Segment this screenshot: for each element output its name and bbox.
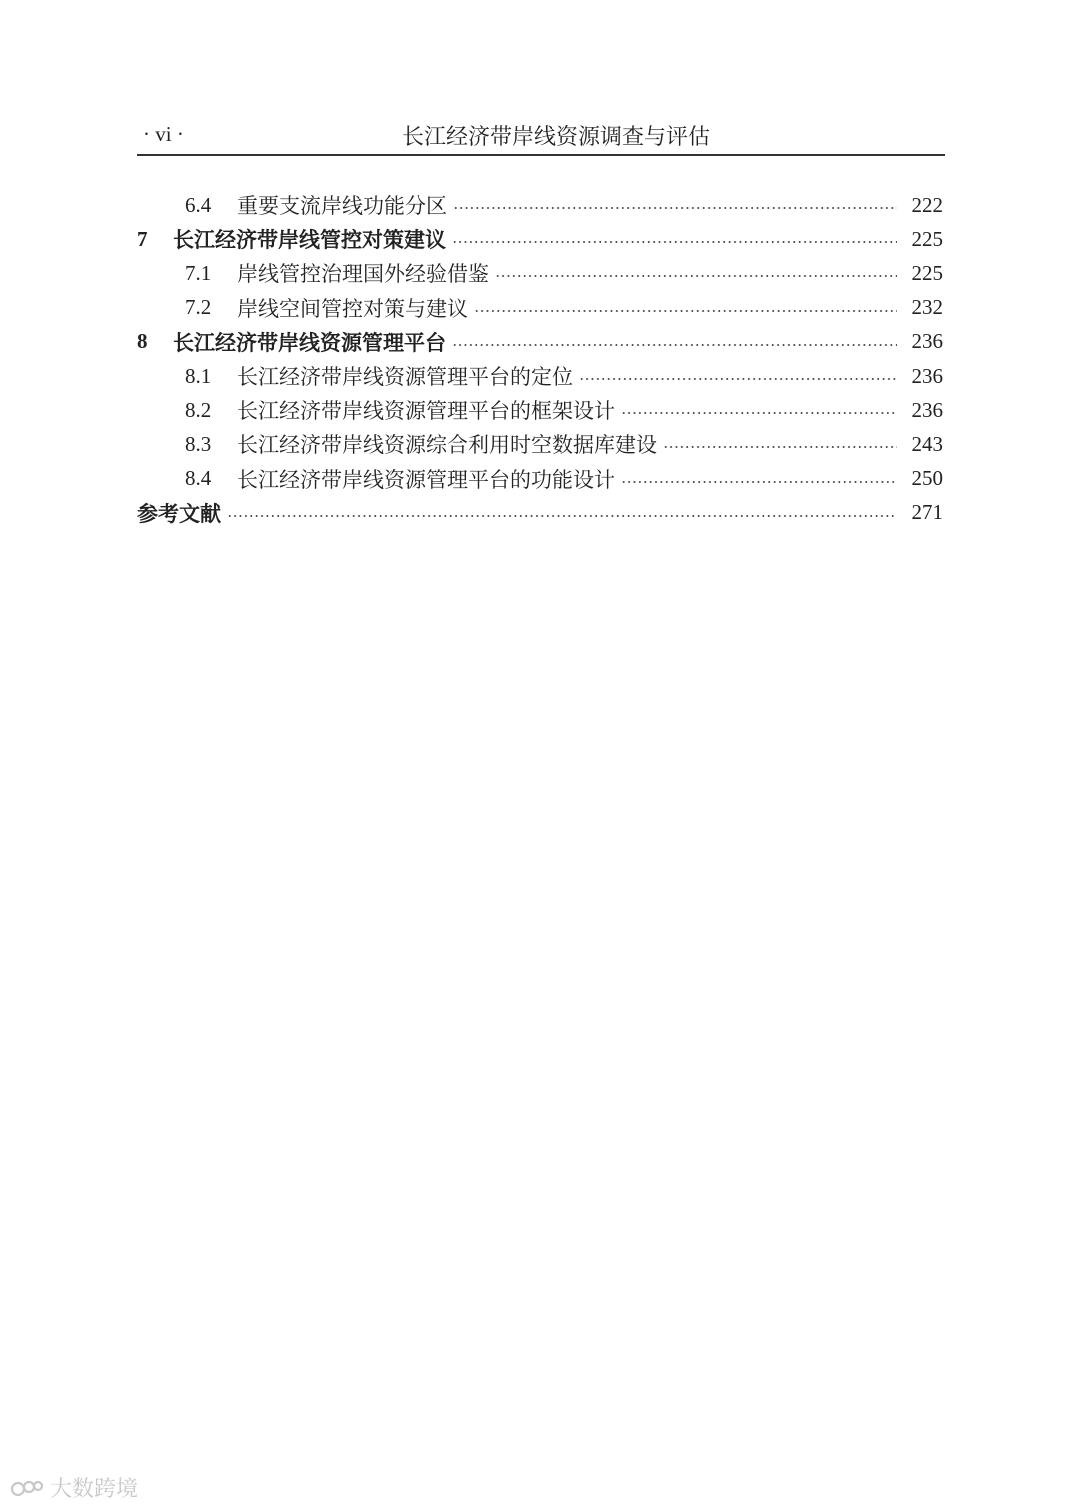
toc-chapter[interactable] bbox=[137, 222, 943, 256]
toc-entry-title: 岸线空间管控对策与建议 bbox=[237, 296, 468, 321]
toc-entry-page: 250 bbox=[911, 466, 943, 491]
dot-leader bbox=[621, 481, 897, 483]
dot-leader bbox=[453, 207, 897, 209]
dot-leader bbox=[452, 241, 897, 243]
toc-entry-number: 8.4 bbox=[185, 466, 212, 491]
toc-references-page: 271 bbox=[911, 500, 943, 525]
toc-chapter[interactable] bbox=[137, 325, 943, 359]
watermark bbox=[10, 1472, 138, 1503]
toc-chapter-number: 7 bbox=[137, 226, 148, 251]
dot-leader bbox=[227, 515, 897, 517]
toc-entry[interactable] bbox=[137, 393, 943, 427]
dot-leader bbox=[495, 275, 897, 277]
toc-entry-page: 236 bbox=[911, 363, 943, 388]
toc-entry-title: 重要支流岸线功能分区 bbox=[237, 194, 447, 219]
toc-entry-title: 长江经济带岸线资源管理平台的功能设计 bbox=[237, 467, 615, 492]
toc-chapter-page: 225 bbox=[911, 226, 943, 251]
toc-entry-page: 232 bbox=[911, 295, 943, 320]
toc-entry[interactable] bbox=[137, 256, 943, 290]
toc-chapter-page: 236 bbox=[911, 329, 943, 354]
toc-entry-number: 7.1 bbox=[185, 260, 212, 285]
dot-leader bbox=[579, 378, 897, 380]
toc-entry-title: 岸线管控治理国外经验借鉴 bbox=[237, 262, 489, 287]
toc-entry-number: 7.2 bbox=[185, 295, 212, 320]
dot-leader bbox=[452, 344, 897, 346]
watermark-text: 大数跨境 bbox=[50, 1477, 139, 1502]
toc-entry-title: 长江经济带岸线资源管理平台的框架设计 bbox=[237, 399, 615, 424]
toc-chapter-number: 8 bbox=[137, 329, 148, 354]
toc-entry-title: 长江经济带岸线资源管理平台的定位 bbox=[237, 365, 573, 390]
book-title: 长江经济带岸线资源调查与评估 bbox=[401, 125, 710, 150]
toc-entry-page: 243 bbox=[911, 431, 943, 456]
toc-entry[interactable] bbox=[137, 427, 943, 461]
page-number: · vi · bbox=[143, 122, 184, 146]
toc-references[interactable] bbox=[137, 496, 943, 530]
dot-leader bbox=[663, 446, 897, 448]
toc-entry-page: 236 bbox=[911, 397, 943, 422]
page-header bbox=[137, 118, 945, 156]
toc-chapter-title: 长江经济带岸线管控对策建议 bbox=[173, 227, 446, 253]
brand-logo-icon bbox=[10, 1477, 44, 1499]
toc-references-title: 参考文献 bbox=[137, 500, 221, 526]
dot-leader bbox=[621, 412, 897, 414]
toc-entry-number: 8.2 bbox=[185, 397, 212, 422]
toc-entry-title: 长江经济带岸线资源综合利用时空数据库建设 bbox=[237, 433, 657, 458]
toc-entry-number: 6.4 bbox=[185, 192, 212, 217]
dot-leader bbox=[474, 310, 897, 312]
toc-entry[interactable] bbox=[137, 291, 943, 325]
toc-entry[interactable] bbox=[137, 188, 943, 222]
toc-chapter-title: 长江经济带岸线资源管理平台 bbox=[173, 329, 446, 355]
toc-entry-number: 8.3 bbox=[185, 431, 212, 456]
toc-entry-number: 8.1 bbox=[185, 363, 212, 388]
toc-entry-page: 225 bbox=[911, 260, 943, 285]
toc-entry[interactable] bbox=[137, 462, 943, 496]
table-of-contents bbox=[137, 188, 943, 530]
toc-entry[interactable] bbox=[137, 359, 943, 393]
toc-entry-page: 222 bbox=[911, 192, 943, 217]
